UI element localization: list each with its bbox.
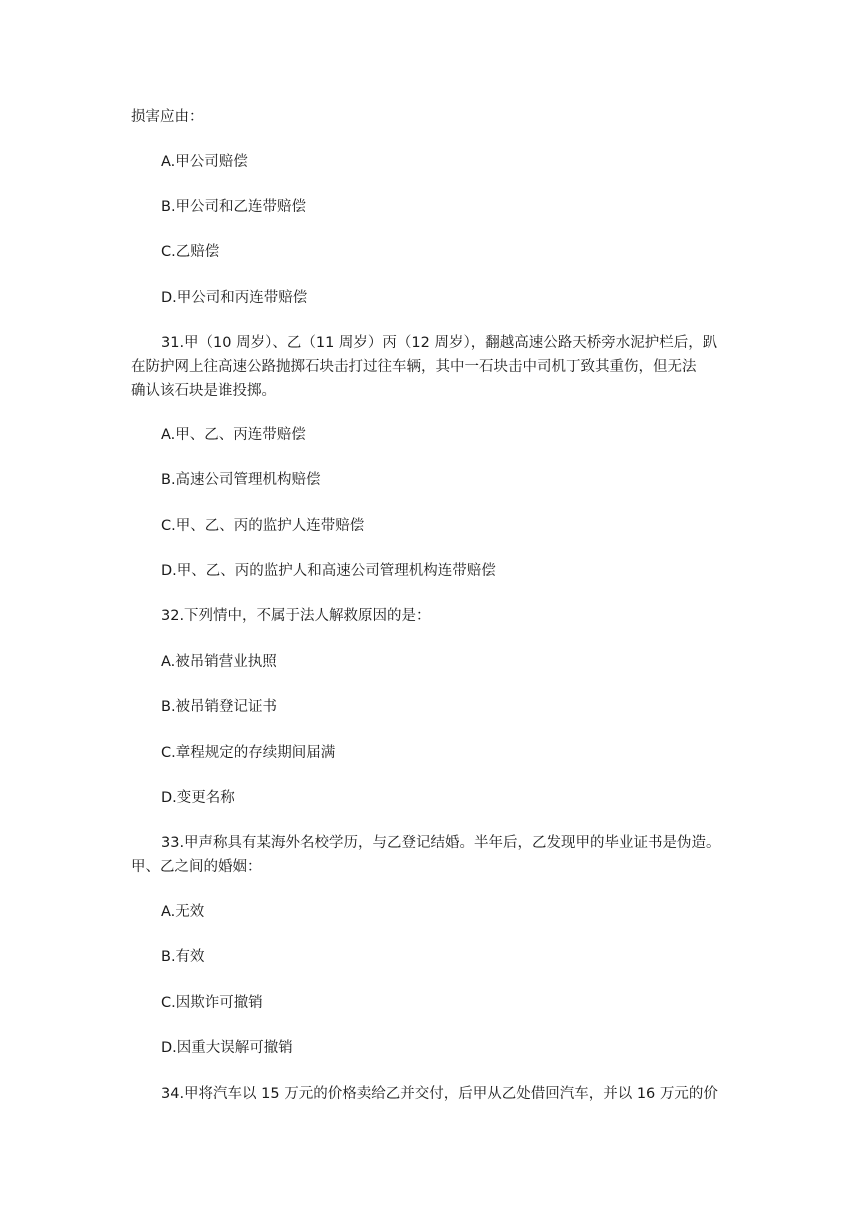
option-a: A.甲公司赔偿 [161,154,248,170]
question-31-line-2: 在防护网上往高速公路抛掷石块击打过往车辆，其中一石块击中司机丁致其重伤，但无法 [131,359,697,375]
option-a: A.无效 [161,904,205,920]
intro-line: 损害应由： [131,109,204,125]
option-d: D.甲公司和丙连带赔偿 [161,290,308,306]
option-d: D.因重大误解可撤销 [161,1040,293,1056]
option-c: C.乙赔偿 [161,244,220,260]
question-34-line-1: 34.甲将汽车以 15 万元的价格卖给乙并交付，后甲从乙处借回汽车，并以 16 万元的价 [161,1086,718,1102]
option-a: A.甲、乙、丙连带赔偿 [161,427,306,443]
option-b: B.高速公司管理机构赔偿 [161,472,321,488]
option-b: B.被吊销登记证书 [161,699,278,715]
option-c: C.甲、乙、丙的监护人连带赔偿 [161,518,365,534]
option-b: B.有效 [161,949,205,965]
question-32: 32.下列情中，不属于法人解救原因的是： [161,608,431,624]
question-31-line-1: 31.甲（10 周岁）、乙（11 周岁）丙（12 周岁），翻越高速公路天桥旁水泥护栏后，趴 [161,335,718,351]
option-c: C.因欺诈可撤销 [161,995,263,1011]
option-b: B.甲公司和乙连带赔偿 [161,199,307,215]
question-33-line-1: 33.甲声称具有某海外名校学历，与乙登记结婚。半年后，乙发现甲的毕业证书是伪造。 [161,835,721,851]
option-a: A.被吊销营业执照 [161,654,277,670]
option-c: C.章程规定的存续期间届满 [161,745,336,761]
option-d: D.变更名称 [161,790,235,806]
question-31-line-3: 确认该石块是谁投掷。 [131,383,276,399]
question-33-line-2: 甲、乙之间的婚姻： [131,859,262,875]
option-d: D.甲、乙、丙的监护人和高速公司管理机构连带赔偿 [161,563,496,579]
